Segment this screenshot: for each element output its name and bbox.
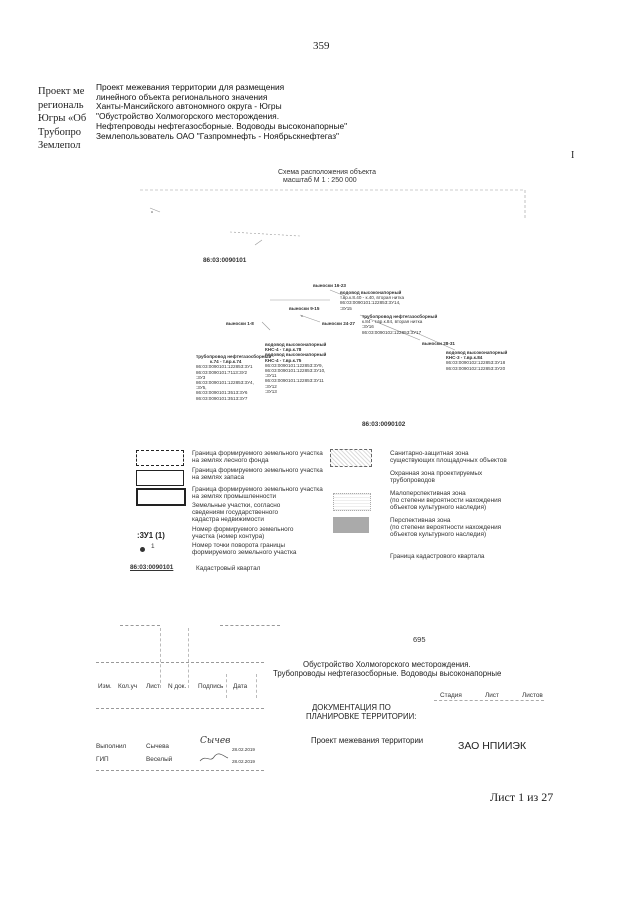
- sheet-label: Лист 1 из 27: [490, 790, 554, 804]
- role-executor: Выполнил: [96, 743, 127, 750]
- header-line: Ханты-Мансийского автономного округа - Югры: [96, 101, 282, 112]
- org-name: ЗАО НПИИЭК: [458, 740, 527, 752]
- label-vodovod-mid: водовод высоконапорный КНС-4 - т.вр.к.78 водовод высоконапорный КНС-4 - т.вр.к.75 86:03:0090101:122853:3У9, 86:03:0090101:122853:3У10, :3У11 86:03:0090101:122853:3У11 :3У12 :3У13: [265, 342, 327, 394]
- doc-title-2: ПЛАНИРОВКЕ ТЕРРИТОРИИ:: [306, 712, 417, 721]
- header-line: Нефтепроводы нефтегазосборные. Водоводы высоконапорные": [96, 120, 348, 131]
- legend-low-prospect: Малоперспективная зона (по степени вероятности нахождения объектов культурного наследия): [390, 490, 502, 512]
- doc-subtitle: Проект межевания территории: [311, 736, 424, 745]
- quarter-label-top: 86:03:0090101: [203, 257, 247, 264]
- legend-security-zone: Охранная зона проектируемых трубопроводов: [390, 470, 483, 485]
- stamp-divider: [256, 674, 257, 698]
- clipped-line: Югры «Об: [38, 113, 86, 124]
- legend-symbol-point: 1: [151, 543, 155, 550]
- label-vynoski-24-27: выноски 24-27: [322, 321, 355, 326]
- date-gip: 28.02.2019: [232, 759, 255, 764]
- stamp-col-podpis: Подпись: [198, 683, 224, 690]
- role-gip: ГИП: [96, 756, 109, 763]
- label-vynoska-9-15: выноски 9-15: [289, 306, 320, 311]
- stamp-col-list: Лист: [146, 683, 160, 690]
- label-vodovod-top: водовод высоконапорный т.вр.к.8.40 - к.40, вторая нитка 86:03:0090101:122853:3У14, :3У15: [340, 290, 405, 311]
- scheme-scale: масштаб М 1 : 250 000: [283, 177, 357, 184]
- legend-swatch-reserve: [136, 470, 184, 486]
- map-point: [301, 315, 303, 317]
- clipped-line: Трубопро: [38, 126, 81, 138]
- legend-point-number: Номер точки поворота границы формируемого земельного участка: [192, 542, 297, 557]
- legend-reserve: Граница формируемого земельного участка на землях запаса: [192, 467, 323, 482]
- legend-parcel-number: Номер формируемого земельного участка (номер контура): [192, 526, 294, 541]
- stamp-divider: [160, 628, 161, 688]
- stamp-sheets: Листов: [522, 692, 543, 699]
- legend-symbol-parcel: :3У1 (1): [137, 531, 165, 540]
- legend-gkn: Земельные участки, согласно сведениям государственного кадастра недвижимости: [192, 502, 281, 524]
- legend-industry: Граница формируемого земельного участка на землях промышленности: [192, 486, 323, 501]
- scheme-title: Схема расположения объекта: [278, 169, 376, 176]
- stamp-col-koluch: Кол.уч: [118, 683, 138, 690]
- label-vynoski-28-31: выноски 28-31: [422, 341, 455, 346]
- date-executor: 28.02.2019: [232, 747, 255, 752]
- legend-swatch-sanitary: [330, 449, 372, 467]
- map-point: [151, 211, 153, 213]
- right-mark: I: [571, 150, 575, 161]
- label-trub-left: трубопровод нефтегазосборный к.74 - т.вр.к.74 86:03:0090101:122853:3У1 86:03:0090101:7113:3У2 :3У3 86:03:0090101:122853:3У4, :3У5, 86:03:0090101:3513:3У6 86:03:0090101:3513:3У7: [196, 354, 272, 401]
- stamp-title-2: Трубопроводы нефтегазосборные. Водоводы высоконапорные: [273, 669, 502, 678]
- doc-title-1: ДОКУМЕНТАЦИЯ ПО: [312, 703, 391, 712]
- header-line: "Обустройство Холмогорского месторождения.: [96, 111, 280, 122]
- stamp-number: 695: [413, 635, 426, 644]
- header-line: линейного объекта регионального значения: [96, 91, 268, 102]
- page-number: 359: [313, 40, 330, 52]
- legend-symbol-quarter: 86:03:0090101: [130, 564, 174, 571]
- stamp-divider: [226, 674, 227, 698]
- signature-executor: Сычев: [200, 736, 231, 746]
- label-vynoski-16-23: выноски 16-23: [313, 283, 346, 288]
- stamp-sheet: Лист: [485, 692, 499, 699]
- name-executor: Сычева: [146, 743, 169, 750]
- stamp-dash: [120, 625, 160, 626]
- clipped-line: региональ: [38, 99, 84, 111]
- legend-prospect: Перспективная зона (по степени вероятности нахождения объектов культурного наследия): [390, 517, 502, 539]
- stamp-col-izm: Изм.: [98, 683, 112, 690]
- header-line: Проект межевания территории для размещения: [96, 82, 285, 92]
- clipped-line: Землепол: [38, 140, 81, 151]
- stamp-dash: [96, 770, 264, 771]
- legend-swatch-forest: [136, 450, 184, 466]
- label-vynoska-1-8: выноски 1-8: [226, 321, 254, 326]
- stamp-dash: [96, 662, 264, 663]
- clipped-line: Проект ме: [38, 86, 85, 97]
- name-gip: Веселый: [146, 756, 173, 763]
- legend-swatch-low-prospect: [333, 493, 371, 511]
- point-dot-icon: [140, 547, 145, 552]
- stamp-stage: Стадия: [440, 692, 462, 699]
- stamp-col-data: Дата: [233, 683, 248, 690]
- legend-sanitary: Санитарно-защитная зона существующих площадочных объектов: [390, 450, 507, 465]
- stamp-col-ndok: N док.: [168, 683, 187, 690]
- stamp-divider: [188, 628, 189, 688]
- stamp-title-1: Обустройство Холмогорского месторождения.: [303, 660, 471, 669]
- stamp-dash: [96, 708, 264, 709]
- legend-swatch-industry: [136, 488, 186, 506]
- legend-quarter-border: Граница кадастрового квартала: [390, 553, 485, 560]
- stamp-line: [434, 700, 544, 701]
- signature-gip-icon: [198, 752, 230, 764]
- legend-swatch-prospect: [333, 517, 369, 533]
- legend-quarter: Кадастровый квартал: [196, 565, 261, 572]
- quarter-label-bottom: 86:03:0090102: [362, 421, 406, 428]
- legend-forest: Граница формируемого земельного участка на землях лесного фонда: [192, 450, 323, 465]
- header-line: Землепользователь ОАО "Газпромнефть - Ноябрьскнефтегаз": [96, 130, 340, 141]
- label-vodovod-right: водовод высоконапорный КНС-3 - т.вр.к.84 86:03:0090102:122853:3У18 86:03:0090102:122853:3У20: [446, 350, 508, 371]
- label-trub-right: трубопровод нефтегазосборный к.84 - т.вр.к.84, вторая нитка :3У16 86:03:0090102:122853:3У17: [362, 314, 438, 335]
- stamp-dash: [220, 625, 280, 626]
